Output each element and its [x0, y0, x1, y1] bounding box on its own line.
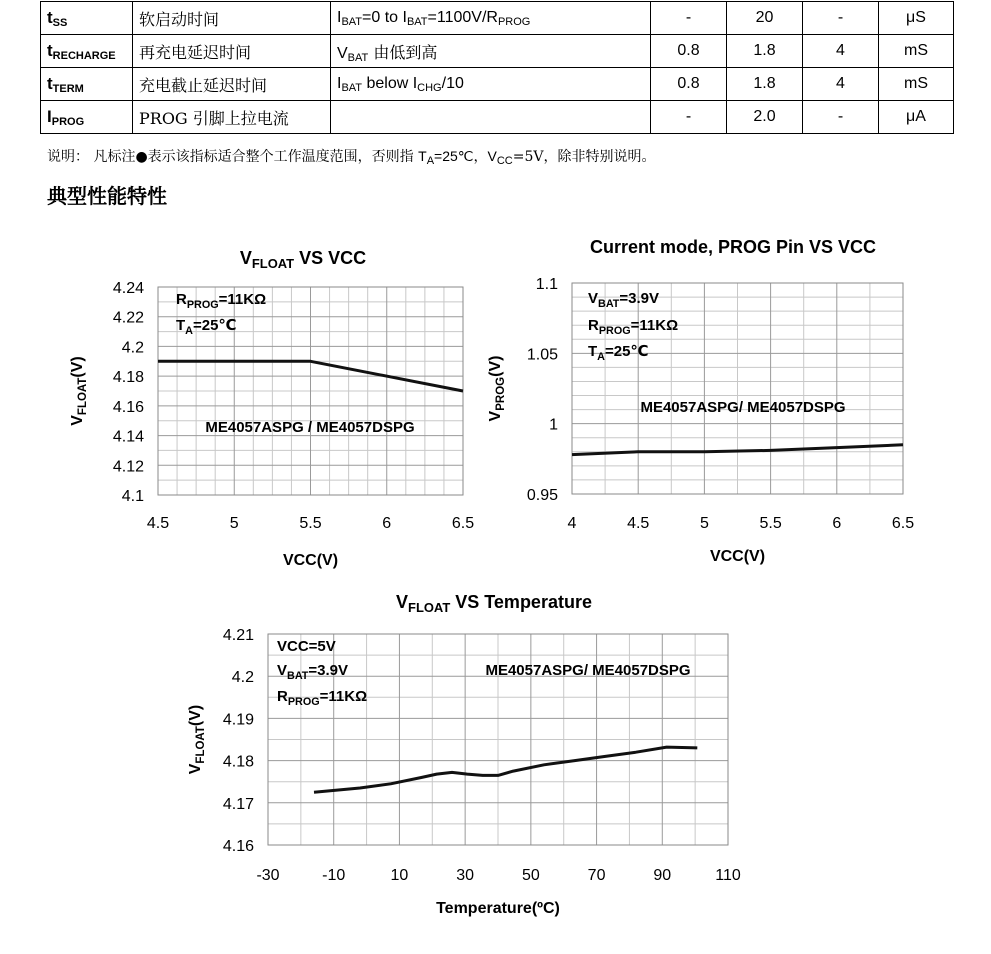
- y-axis-label-sub: PROG: [495, 376, 507, 411]
- chart-annotation-rest: =25℃: [604, 343, 649, 360]
- condition-text: =1100V/R: [427, 9, 498, 26]
- section-heading: 典型性能特性: [47, 184, 167, 208]
- x-tick-label: 6: [382, 515, 392, 532]
- chart-annotation: [640, 399, 845, 416]
- symbol-sub: PROG: [51, 116, 85, 128]
- max-cell: -: [803, 101, 879, 134]
- condition-sub: BAT: [347, 51, 369, 64]
- y-axis-label-rest: (V): [487, 355, 504, 377]
- x-tick-label: 110: [715, 867, 741, 884]
- chart-annotation-main: T: [176, 317, 186, 334]
- chart-annotation-rest: =3.9V: [308, 662, 349, 679]
- chart-annotation: [485, 662, 690, 679]
- x-tick-label: 6.5: [891, 515, 915, 532]
- condition-text: V: [337, 44, 348, 62]
- note-ta-rest: =25℃，: [434, 148, 488, 164]
- x-tick-label: 5.5: [299, 515, 322, 532]
- symbol-main: I: [47, 107, 52, 126]
- x-tick-label: 50: [521, 867, 540, 884]
- x-tick-label: -10: [322, 867, 346, 884]
- chart-annotation-main: VCC=5V: [277, 638, 336, 655]
- chart-annotation-main: V: [588, 290, 599, 307]
- chart-annotation-sub: PROG: [287, 696, 320, 708]
- max-cell: -: [803, 2, 879, 35]
- unit-cell: mS: [879, 68, 954, 101]
- typ-cell: 1.8: [727, 68, 803, 101]
- x-tick-label: 4: [567, 515, 577, 532]
- x-tick-label: 30: [456, 867, 475, 884]
- typ-cell: 1.8: [727, 35, 803, 68]
- condition-text: I: [337, 75, 342, 92]
- y-tick-label: 4.12: [112, 458, 144, 476]
- x-tick-label: 6: [832, 515, 842, 532]
- chart-title: [590, 237, 876, 257]
- note-vcc-rest: =5V，除非特别说明。: [512, 149, 656, 165]
- chart-annotation: [277, 638, 336, 655]
- x-tick-label: 4.5: [627, 515, 650, 532]
- condition-text: below I: [362, 75, 418, 92]
- y-tick-label: 4.18: [222, 753, 254, 771]
- chart-annotation-sub: PROG: [598, 325, 631, 337]
- note-ta-sub: A: [426, 155, 435, 167]
- y-tick-label: 4.22: [112, 309, 144, 327]
- unit-cell: μS: [879, 2, 954, 35]
- note-vcc-main: V: [487, 148, 497, 164]
- chart-title-main: Current mode, PROG Pin VS VCC: [589, 237, 877, 257]
- y-tick-label: 1.1: [535, 276, 558, 293]
- unit-cell: mS: [879, 35, 954, 68]
- y-axis-label-group: [187, 705, 207, 775]
- y-tick-label: 4.16: [112, 398, 144, 416]
- chart-annotation-rest: =25℃: [192, 317, 237, 334]
- min-cell: -: [651, 101, 727, 134]
- y-tick-label: 1.05: [526, 346, 558, 364]
- x-tick-label: 70: [587, 867, 606, 884]
- y-axis-label-main: V: [187, 763, 204, 775]
- condition-sub: CHG: [417, 82, 442, 94]
- y-tick-label: 4.2: [231, 669, 254, 687]
- condition-sub: PROG: [497, 16, 531, 28]
- note-vcc-sub: CC: [496, 155, 513, 167]
- condition-sub: BAT: [341, 82, 363, 94]
- y-axis-label-rest: (V): [187, 704, 204, 727]
- symbol-sub: RECHARGE: [52, 50, 116, 62]
- max-cell: 4: [803, 68, 879, 101]
- chart-annotation-sub: PROG: [186, 299, 219, 311]
- chart-annotation-sub: BAT: [287, 670, 309, 682]
- y-axis-label-sub: FLOAT: [195, 726, 207, 764]
- chart-annotation-main: ME4057ASPG / ME4057DSPG: [205, 419, 415, 436]
- condition-sub: BAT: [341, 16, 363, 28]
- min-cell: 0.8: [651, 35, 727, 68]
- condition-text: /10: [441, 75, 464, 92]
- max-cell: 4: [803, 35, 879, 68]
- chart-title-main: V: [396, 592, 409, 612]
- chart-annotation: [205, 419, 414, 436]
- y-tick-label: 4.19: [222, 711, 254, 729]
- parameter-name-cell: 软启动时间: [133, 2, 331, 35]
- y-tick-label: 4.1: [121, 488, 144, 505]
- y-tick-label: 4.16: [222, 838, 254, 855]
- x-tick-label: -30: [256, 867, 280, 884]
- chart-title-rest: VS VCC: [294, 248, 367, 268]
- chart-annotation-main: R: [176, 291, 187, 308]
- chart-prog-vs-vcc: [487, 237, 914, 565]
- y-tick-label: 4.24: [112, 280, 144, 297]
- chart-annotation-sub: BAT: [598, 298, 620, 310]
- y-axis-label-rest: (V): [69, 356, 86, 378]
- parameter-name-cell: PROG 引脚上拉电流: [133, 101, 331, 134]
- y-tick-label: 4.21: [222, 627, 254, 644]
- symbol-main: t: [47, 41, 53, 60]
- y-axis-label: [187, 705, 207, 775]
- symbol-sub: TERM: [52, 83, 84, 95]
- y-tick-label: 4.2: [121, 339, 144, 357]
- y-tick-label: 4.14: [112, 428, 144, 446]
- y-axis-label: [487, 356, 507, 422]
- chart-title-sub: FLOAT: [251, 256, 295, 271]
- chart-title: [240, 248, 366, 271]
- x-tick-label: 5.5: [759, 515, 782, 532]
- y-tick-label: 0.95: [526, 487, 558, 504]
- chart-title-main: V: [239, 248, 252, 268]
- chart-annotation-rest: =11KΩ: [218, 291, 267, 308]
- chart-annotation-main: V: [277, 662, 288, 679]
- y-tick-label: 1: [549, 416, 558, 434]
- chart-annotation-main: ME4057ASPG/ ME4057DSPG: [640, 399, 846, 416]
- chart-title: [396, 592, 592, 615]
- y-tick-label: 4.18: [112, 369, 144, 387]
- note-ta-main: T: [418, 148, 427, 164]
- typ-cell: 2.0: [727, 101, 803, 134]
- x-tick-label: 5: [229, 515, 239, 532]
- symbol-sub: SS: [52, 17, 68, 29]
- chart-vfloat-vs-vcc: [69, 248, 474, 569]
- typ-cell: 20: [727, 2, 803, 35]
- parameter-name-cell: 再充电延迟时间: [133, 35, 331, 68]
- x-tick-label: 10: [390, 867, 409, 884]
- chart-vfloat-vs-temp: [187, 592, 741, 917]
- min-cell: 0.8: [651, 68, 727, 101]
- symbol-main: t: [47, 8, 53, 27]
- chart-annotation-main: R: [277, 688, 288, 705]
- x-axis-label: Temperature(ºC): [436, 900, 560, 917]
- unit-cell: μA: [879, 101, 954, 134]
- chart-annotation-rest: =11KΩ: [319, 688, 368, 705]
- x-axis-label: VCC(V): [709, 548, 766, 565]
- y-axis-label-main: V: [69, 415, 86, 426]
- chart-title-rest: VS Temperature: [450, 592, 592, 612]
- x-tick-label: 90: [653, 867, 672, 884]
- x-axis-label: VCC(V): [282, 552, 339, 569]
- chart-annotation-main: ME4057ASPG/ ME4057DSPG: [485, 662, 691, 679]
- condition-sub: BAT: [406, 16, 428, 28]
- x-tick-label: 6.5: [451, 515, 475, 532]
- y-axis-label-group: [487, 356, 507, 422]
- y-tick-label: 4.17: [222, 795, 254, 813]
- condition-text: =0 to I: [362, 9, 407, 26]
- chart-annotation-main: T: [588, 343, 598, 360]
- note-prefix: 说明： 凡标注●表示该指标适合整个工作温度范围，否则指: [47, 149, 419, 165]
- chart-annotation-rest: =3.9V: [619, 290, 660, 307]
- x-tick-label: 5: [699, 515, 709, 532]
- chart-annotation-rest: =11KΩ: [630, 317, 679, 334]
- symbol-main: t: [47, 74, 53, 93]
- chart-annotation-sub: A: [185, 325, 193, 337]
- y-axis-label-main: V: [487, 410, 504, 422]
- x-tick-label: 4.5: [146, 515, 170, 532]
- chart-title-sub: FLOAT: [408, 600, 451, 615]
- parameter-name-cell: 充电截止延迟时间: [133, 68, 331, 101]
- min-cell: -: [651, 2, 727, 35]
- condition-text: 由低到高: [368, 42, 438, 62]
- condition-text: I: [337, 9, 342, 26]
- chart-annotation-sub: A: [597, 351, 605, 363]
- y-axis-label-sub: FLOAT: [77, 377, 89, 416]
- y-axis-label-group: [69, 356, 89, 426]
- chart-annotation-main: R: [588, 317, 599, 334]
- y-axis-label: [69, 356, 89, 426]
